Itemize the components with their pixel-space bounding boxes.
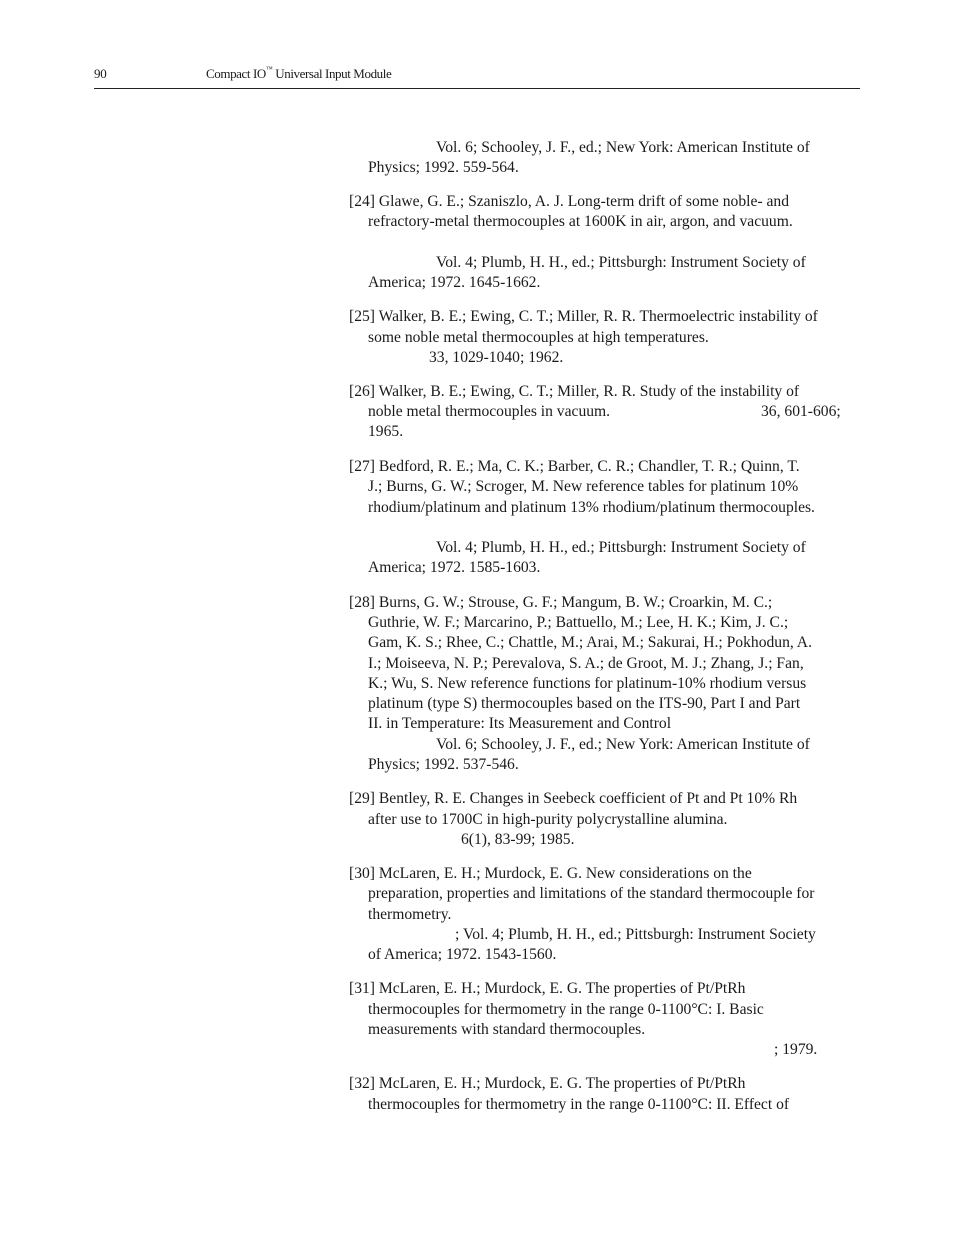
reference-first-line: Vol. 6; Schooley, J. F., ed.; New York: American Institute of	[436, 139, 810, 156]
reference-first-line: [29] Bentley, R. E. Changes in Seebeck coefficient of Pt and Pt 10% Rh	[349, 790, 798, 807]
reference-first-line: [25] Walker, B. E.; Ewing, C. T.; Miller, R. R. Thermoelectric instability of	[349, 308, 818, 325]
reference-line: noble metal thermocouples in vacuum.	[368, 403, 611, 420]
running-header	[94, 64, 860, 89]
running-title-prefix: Compact IO	[206, 66, 266, 81]
reference-line: some noble metal thermocouples at high temperatures.	[368, 329, 709, 346]
reference-line: measurements with standard thermocouples.	[368, 1021, 646, 1038]
reference-line: Gam, K. S.; Rhee, C.; Chattle, M.; Arai, M.; Sakurai, H.; Pokhodun, A.	[368, 634, 812, 651]
reference-line: 36, 601-606;	[761, 403, 841, 420]
reference-line: refractory-metal thermocouples at 1600K in air, argon, and vacuum.	[368, 213, 793, 230]
reference-line: II. in Temperature: Its Measurement and Control	[368, 715, 672, 732]
reference-first-line: [32] McLaren, E. H.; Murdock, E. G. The properties of Pt/PtRh	[349, 1075, 746, 1092]
reference-line: ; Vol. 4; Plumb, H. H., ed.; Pittsburgh: Instrument Society	[455, 926, 816, 943]
reference-line: J.; Burns, G. W.; Scroger, M. New reference tables for platinum 10%	[368, 478, 799, 495]
reference-line: Vol. 6; Schooley, J. F., ed.; New York: American Institute of	[436, 736, 810, 753]
reference-line: rhodium/platinum and platinum 13% rhodium/platinum thermocouples.	[368, 499, 815, 516]
reference-line: 33, 1029-1040; 1962.	[429, 349, 564, 366]
reference-line: thermocouples for thermometry in the range 0-1100°C: II. Effect of	[368, 1096, 790, 1113]
reference-first-line: [28] Burns, G. W.; Strouse, G. F.; Mangum, B. W.; Croarkin, M. C.;	[349, 594, 773, 611]
reference-line: America; 1972. 1645-1662.	[368, 274, 541, 291]
reference-line: ; 1979.	[774, 1041, 818, 1058]
reference-first-line: [26] Walker, B. E.; Ewing, C. T.; Miller, R. R. Study of the instability of	[349, 383, 800, 400]
reference-first-line: [24] Glawe, G. E.; Szaniszlo, A. J. Long-term drift of some noble- and	[349, 193, 789, 210]
reference-line: Physics; 1992. 537-546.	[368, 756, 519, 773]
reference-line: of America; 1972. 1543-1560.	[368, 946, 557, 963]
reference-line: Guthrie, W. F.; Marcarino, P.; Battuello, M.; Lee, H. K.; Kim, J. C.;	[368, 614, 789, 631]
reference-line: 1965.	[368, 423, 404, 440]
reference-line: America; 1972. 1585-1603.	[368, 559, 541, 576]
running-title-suffix: Universal Input Module	[272, 66, 392, 81]
reference-line: Vol. 4; Plumb, H. H., ed.; Pittsburgh: Instrument Society of	[436, 539, 806, 556]
reference-line: I.; Moiseeva, N. P.; Perevalova, S. A.; de Groot, M. J.; Zhang, J.; Fan,	[368, 655, 804, 672]
reference-first-line: [27] Bedford, R. E.; Ma, C. K.; Barber, C. R.; Chandler, T. R.; Quinn, T.	[349, 458, 800, 475]
running-title	[206, 66, 391, 82]
page-number: 90	[94, 66, 107, 81]
reference-line: Vol. 4; Plumb, H. H., ed.; Pittsburgh: Instrument Society of	[436, 254, 806, 271]
reference-line: 6(1), 83-99; 1985.	[461, 831, 575, 848]
reference-line: platinum (type S) thermocouples based on the ITS-90, Part I and Part	[368, 695, 801, 712]
reference-first-line: [31] McLaren, E. H.; Murdock, E. G. The properties of Pt/PtRh	[349, 980, 746, 997]
reference-line: Physics; 1992. 559-564.	[368, 159, 519, 176]
reference-line: after use to 1700C in high-purity polycrystalline alumina.	[368, 811, 728, 828]
reference-line: thermocouples for thermometry in the range 0-1100°C: I. Basic	[368, 1001, 764, 1018]
reference-line: thermometry.	[368, 906, 452, 923]
reference-line: preparation, properties and limitations of the standard thermocouple for	[368, 885, 815, 902]
reference-line: K.; Wu, S. New reference functions for platinum-10% rhodium versus	[368, 675, 807, 692]
trademark-symbol: ™	[265, 65, 273, 73]
reference-first-line: [30] McLaren, E. H.; Murdock, E. G. New considerations on the	[349, 865, 752, 882]
